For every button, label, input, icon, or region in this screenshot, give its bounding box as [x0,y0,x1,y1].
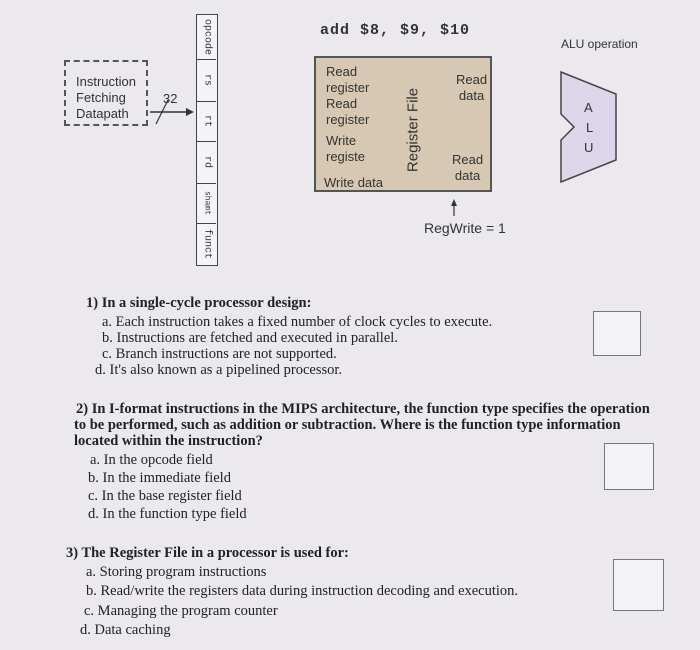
read-data-1-label: Read data [456,72,488,103]
field-shamt: shamt [197,183,216,224]
question-2-answer-box[interactable] [604,443,654,490]
field-rs: rs [197,59,216,102]
question-1-answer-box[interactable] [593,311,641,356]
question-2-prompt-line: 2) In I-format instructions in the MIPS architecture, the function type specifies the operation [76,401,650,417]
register-file-title: Register File [404,87,422,173]
question-3-answer-box[interactable] [613,559,664,611]
question-1-option-c[interactable]: c. Branch instructions are not supported. [102,346,337,362]
regwrite-label: RegWrite = 1 [424,220,506,236]
question-2-option-d[interactable]: d. In the function type field [88,506,247,522]
read-data-2-label: Read data [452,152,484,183]
datapath-label-line: Instruction [76,74,136,89]
register-file [314,56,492,192]
question-1-option-a[interactable]: a. Each instruction takes a fixed number of clock cycles to execute. [102,314,493,330]
question-3-option-c[interactable]: c. Managing the program counter [84,603,278,619]
alu-operation-label: ALU operation [561,37,638,51]
read-register-2-label: Read register [326,96,370,127]
question-1-prompt: 1) In a single-cycle processor design: [86,295,312,311]
question-3-option-d[interactable]: d. Data caching [80,622,171,638]
instruction-field-strip [196,14,218,266]
bus-width-label: 32 [163,91,178,106]
assembly-instruction: add $8, $9, $10 [320,22,471,39]
question-2-option-a[interactable]: a. In the opcode field [90,452,213,468]
question-2-prompt-line: located within the instruction? [74,433,263,449]
write-data-label: Write data [324,175,384,190]
read-register-1-label: Read register [326,64,370,95]
datapath-label-line: Fetching [76,90,126,105]
question-2-option-c[interactable]: c. In the base register field [88,488,242,504]
field-opcode: opcode [197,15,216,60]
field-rt: rt [197,101,216,142]
question-3-option-a[interactable]: a. Storing program instructions [86,564,267,580]
question-3-option-b[interactable]: b. Read/write the registers data during instruction decoding and execution. [86,583,519,599]
question-2-prompt-line: to be performed, such as addition or subtraction. Where is the function type information [74,417,621,433]
alu-letter: L [586,120,594,135]
alu-letter: U [584,140,594,155]
field-rd: rd [197,141,216,184]
question-2-option-b[interactable]: b. In the immediate field [88,470,231,486]
question-1-option-d[interactable]: d. It's also known as a pipelined processor. [95,362,343,378]
question-1-option-b[interactable]: b. Instructions are fetched and executed in parallel. [102,330,398,346]
field-funct: funct [201,228,212,259]
question-3-prompt: 3) The Register File in a processor is used for: [66,545,349,561]
alu-letter: A [584,100,593,115]
datapath-label-line: Datapath [76,106,129,121]
write-register-label: Write registe [326,133,366,164]
